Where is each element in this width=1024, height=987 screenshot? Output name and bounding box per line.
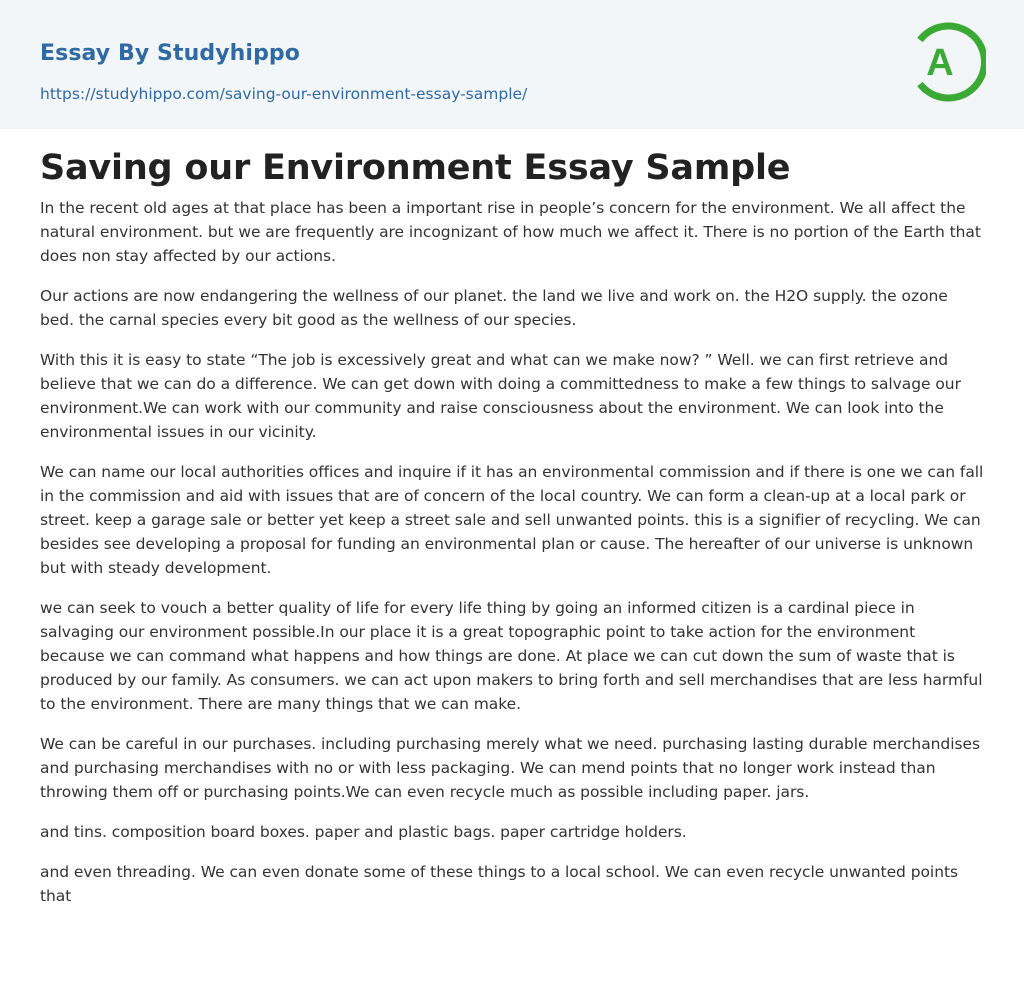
essay-paragraph-3: With this it is easy to state “The job is excessively great and what can we make now? ” Well. we can first retrieve and believe that we can do a difference. We can get down with doing a committedness to make a few things to salvage our environment.We can work with our community and raise consciousness about the environment. We can look into the environmental issues in our vicinity.	[40, 351, 961, 441]
essay-paragraph-4: We can name our local authorities offices and inquire if it has an environmental commission and if there is one we can fall in the commission and aid with issues that are of concern of the local country. We can form a clean-up at a local park or street. keep a garage sale or better yet keep a street sale and sell unwanted points. this is a signifier of recycling. We can besides see developing a proposal for funding an environmental plan or cause. The hereafter of our universe is unknown but with steady development.	[40, 463, 984, 577]
essay-title: Saving our Environment Essay Sample	[40, 148, 791, 188]
essay-paragraph-1: In the recent old ages at that place has been a important rise in people’s concern for the environment. We all affect the natural environment. but we are frequently are incognizant of how much we affect it. There is no portion of the Earth that does non stay affected by our actions.	[40, 199, 981, 265]
essay-paragraph-8: and even threading. We can even donate some of these things to a local school. We can even recycle unwanted points that	[40, 863, 959, 905]
studyhippo-logo-icon[interactable]	[912, 18, 986, 106]
site-header	[0, 0, 1024, 129]
essay-paragraph-7: and tins. composition board boxes. paper and plastic bags. paper cartridge holders.	[40, 823, 687, 841]
site-title[interactable]: Essay By Studyhippo	[40, 41, 300, 66]
essay-paragraph-5: we can seek to vouch a better quality of life for every life thing by going an informed citizen is a cardinal piece in salvaging our environment possible.In our place it is a great topographic point to take action for the environment because we can command what happens and how things are done. At place we can cut down the sum of waste that is produced by our family. As consumers. we can act upon makers to bring forth and sell merchandises that are less harmful to the environment. There are many things that we can make.	[40, 599, 983, 713]
essay-content	[0, 129, 1024, 924]
essay-paragraph-2: Our actions are now endangering the wellness of our planet. the land we live and work on. the H2O supply. the ozone bed. the carnal species every bit good as the wellness of our species.	[40, 287, 948, 329]
essay-url-link[interactable]: https://studyhippo.com/saving-our-environment-essay-sample/	[40, 85, 528, 103]
logo-letter: A	[926, 42, 954, 84]
essay-paragraph-6: We can be careful in our purchases. including purchasing merely what we need. purchasing lasting durable merchandises and purchasing merchandises with no or with less packaging. We can mend points that no longer work instead than throwing them off or purchasing points.We can even recycle much as possible including paper. jars.	[40, 735, 980, 801]
